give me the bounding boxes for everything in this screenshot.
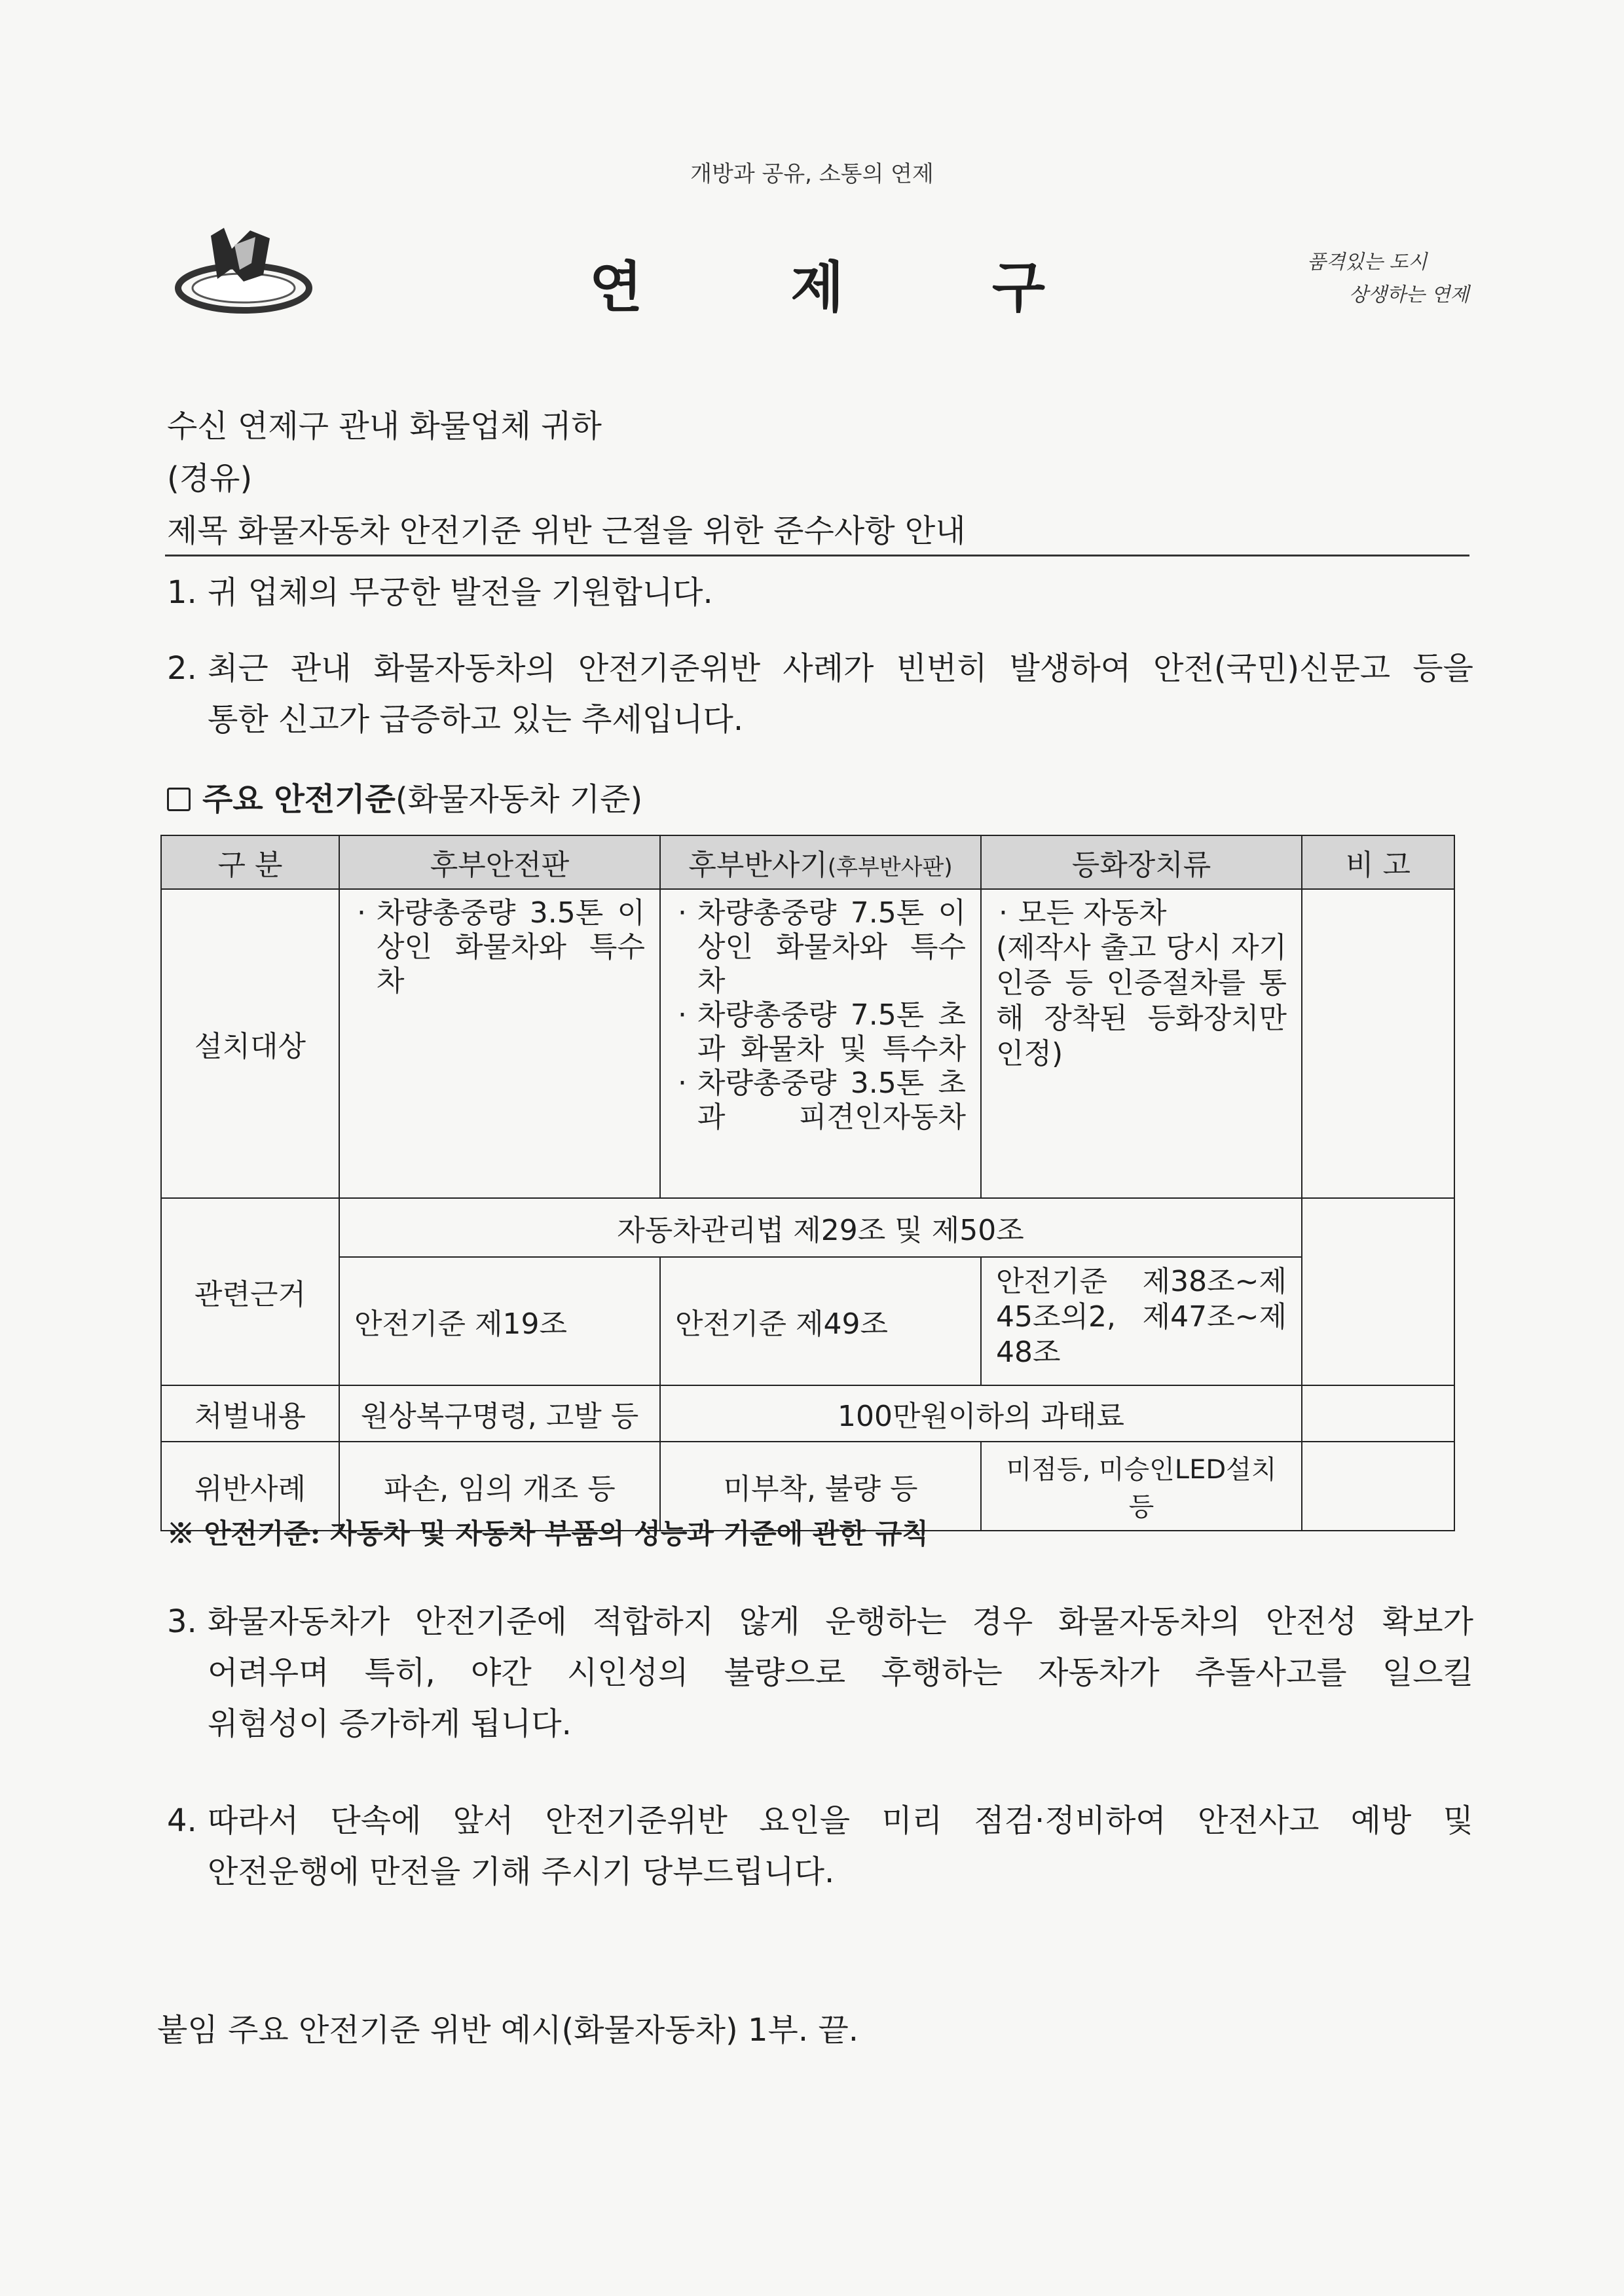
header-rear-reflector (660, 835, 981, 889)
via-line: (경유) (167, 460, 253, 497)
subject-divider (165, 555, 1469, 556)
district-logo (172, 223, 316, 321)
header-remarks: 비 고 (1302, 835, 1454, 889)
section-heading-rest: (화물자동차 기준) (395, 781, 643, 818)
motto-line-1: 품격있는 도시 (1307, 251, 1428, 274)
install-lighting-detail: (제작사 출고 당시 자기인증 등 인증절차를 통해 장착된 등화장치만 인정) (996, 931, 1287, 1070)
table-row-penalty (161, 1385, 1454, 1442)
attachment-line: 붙임 주요 안전기준 위반 예시(화물자동차) 1부. 끝. (157, 2012, 859, 2049)
section-heading-bold: 주요 안전기준 (202, 781, 396, 818)
basis-law: 자동차관리법 제29조 및 제50조 (339, 1198, 1302, 1257)
paragraph-3-number: 3. (167, 1603, 197, 1640)
paragraph-4 (167, 1795, 1473, 1897)
cases-remarks (1302, 1442, 1454, 1531)
basis-rear-guard: 안전기준 제19조 (339, 1257, 660, 1385)
install-rear-reflector-item-3: · 차량총중량 3.5톤 초과 피견인자동차 (675, 1066, 966, 1135)
basis-label: 관련근거 (161, 1198, 339, 1385)
org-char-1: 연 (589, 255, 646, 319)
install-rear-reflector-item-2: · 차량총중량 7.5톤 초과 화물차 및 특수차 (675, 998, 966, 1066)
paragraph-1-text: 귀 업체의 무궁한 발전을 기원합니다. (208, 574, 713, 611)
install-lighting (981, 889, 1302, 1198)
table-footnote: ※ 안전기준: 자동차 및 자동차 부품의 성능과 기준에 관한 규칙 (167, 1518, 929, 1550)
header-rear-guard: 후부안전판 (339, 835, 660, 889)
penalty-label: 처벌내용 (161, 1385, 339, 1442)
header-rear-reflector-main: 후부반사기 (688, 848, 828, 882)
install-rear-guard (339, 889, 660, 1198)
org-char-3: 구 (991, 255, 1048, 319)
paragraph-2-number: 2. (167, 650, 197, 687)
basis-remarks (1302, 1198, 1454, 1385)
header-rear-reflector-sub: (후부반사판) (827, 854, 953, 881)
paragraph-3 (167, 1596, 1473, 1749)
motto-line-2: 상생하는 연제 (1349, 283, 1469, 306)
install-label: 설치대상 (161, 889, 339, 1198)
paragraph-2-line-1: 최근 관내 화물자동차의 안전기준위반 사례가 빈번히 발생하여 안전(국민)신문고 등을 (208, 650, 1473, 687)
cases-lighting: 미점등, 미승인LED설치 등 (981, 1442, 1302, 1531)
penalty-fine: 100만원이하의 과태료 (660, 1385, 1302, 1442)
organization-name (589, 244, 1048, 323)
cases-rear-guard: 파손, 임의 개조 등 (339, 1442, 660, 1531)
penalty-rear-guard: 원상복구명령, 고발 등 (339, 1385, 660, 1442)
org-char-2: 제 (790, 255, 847, 319)
basis-lighting: 안전기준 제38조~제45조의2, 제47조~제48조 (981, 1257, 1302, 1385)
table-row-install (161, 889, 1454, 1198)
basis-rear-reflector: 안전기준 제49조 (660, 1257, 981, 1385)
paragraph-4-line-2: 안전운행에 만전을 기해 주시기 당부드립니다. (208, 1853, 835, 1890)
subject-line: 제목 화물자동차 안전기준 위반 근절을 위한 준수사항 안내 (167, 513, 966, 549)
header-category: 구 분 (161, 835, 339, 889)
section-heading (167, 774, 642, 819)
install-rear-reflector (660, 889, 981, 1198)
cases-label: 위반사례 (161, 1442, 339, 1531)
safety-standards-table (160, 835, 1455, 1531)
install-rear-reflector-item-1: · 차량총중량 7.5톤 이상인 화물차와 특수차 (675, 896, 966, 998)
install-rear-guard-item: · 차량총중량 3.5톤 이상인 화물차와 특수차 (354, 896, 645, 998)
slogan: 개방과 공유, 소통의 연제 (690, 161, 934, 187)
paragraph-3-line-2: 어려우며 특히, 야간 시인성의 불량으로 후행하는 자동차가 추돌사고를 일으킬 (208, 1654, 1473, 1691)
paragraph-1-number: 1. (167, 574, 197, 611)
table-row-basis-detail (161, 1257, 1454, 1385)
paragraph-4-line-1: 따라서 단속에 앞서 안전기준위반 요인을 미리 점검·정비하여 안전사고 예방 및 (208, 1802, 1473, 1839)
table-header-row (161, 835, 1454, 889)
header-lighting: 등화장치류 (981, 835, 1302, 889)
checkbox-square-icon (167, 788, 191, 811)
cases-rear-reflector: 미부착, 불량 등 (660, 1442, 981, 1531)
paragraph-2 (167, 643, 1473, 745)
motto-calligraphy (1303, 242, 1473, 314)
table-row-basis-law (161, 1198, 1454, 1257)
paragraph-3-line-3: 위험성이 증가하게 됩니다. (208, 1705, 572, 1742)
recipient-line: 수신 연제구 관내 화물업체 귀하 (167, 408, 602, 445)
install-lighting-item: · 모든 자동차 (996, 896, 1287, 930)
install-remarks (1302, 889, 1454, 1198)
paragraph-4-number: 4. (167, 1802, 197, 1839)
paragraph-2-line-2: 통한 신고가 급증하고 있는 추세입니다. (208, 701, 744, 738)
paragraph-1 (167, 567, 1473, 618)
paragraph-3-line-1: 화물자동차가 안전기준에 적합하지 않게 운행하는 경우 화물자동차의 안전성 확보가 (208, 1603, 1473, 1640)
penalty-remarks (1302, 1385, 1454, 1442)
